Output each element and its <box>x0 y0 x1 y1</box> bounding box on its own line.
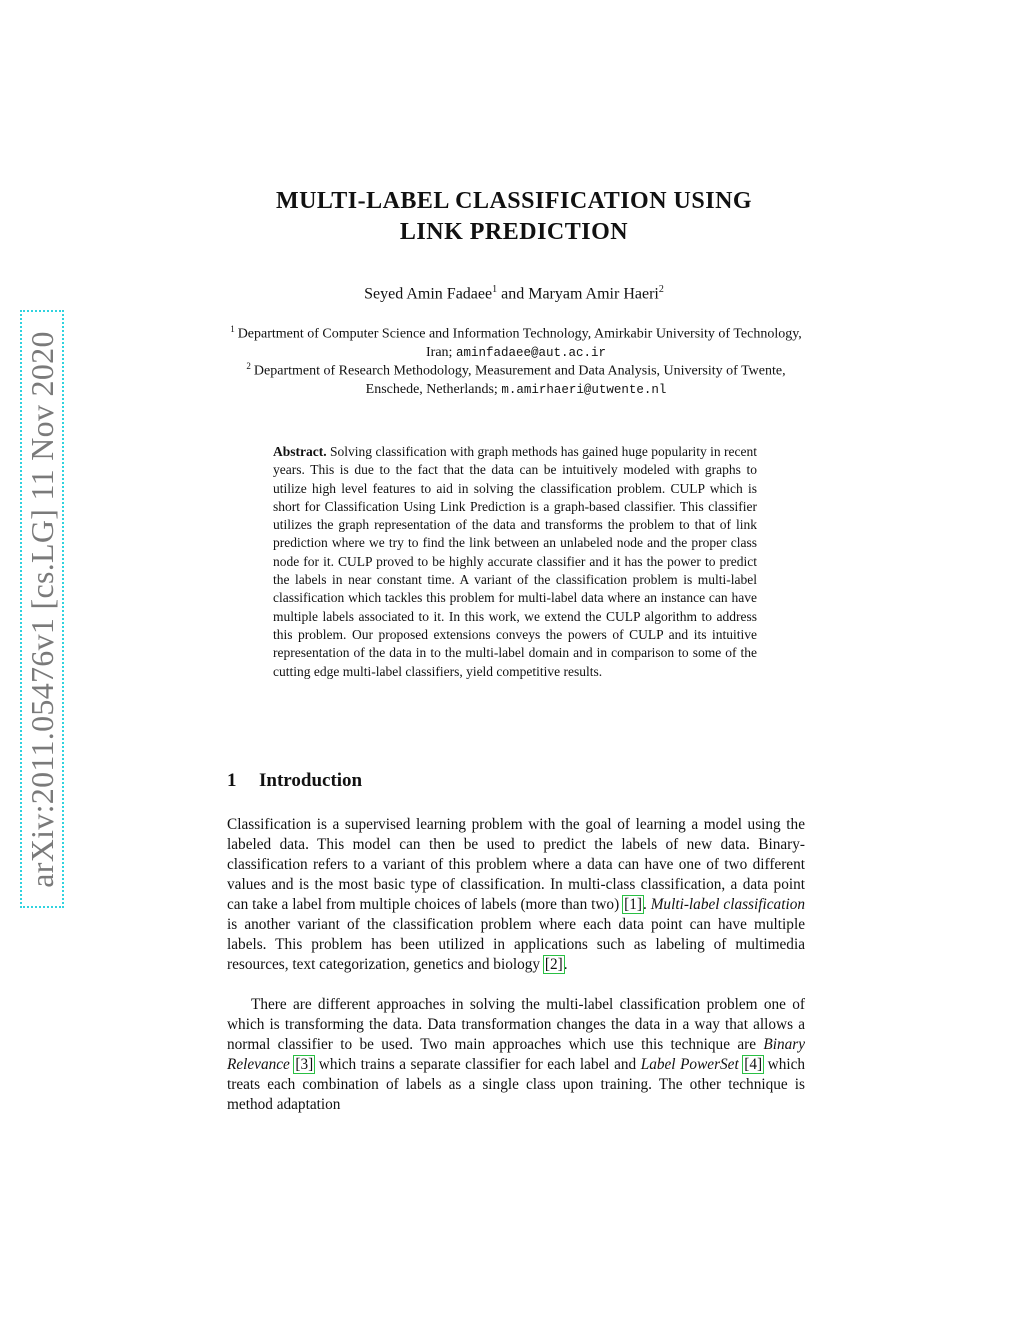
para1-text-3: is another variant of the classification problem where each data point can have multiple labels. This problem has been utilized in applications such as labeling of multimedia resources, text categorization, genetics and biology <box>227 916 805 973</box>
arxiv-stamp-text: arXiv:2011.05476v1 [cs.LG] 11 Nov 2020 <box>23 330 60 888</box>
para1-text-4: . <box>563 956 568 973</box>
section-heading <box>227 770 362 792</box>
para2-text-1: There are different approaches in solving the multi-label classification problem one of which is transforming the data. Data transformation changes the data in a way that allows a normal classifier to be used. Two main approaches which use this technique are <box>227 996 805 1053</box>
para1-text-1: Classification is a supervised learning problem with the goal of learning a model using the labeled data. This model can then be used to predict the labels of new data. Binary-classification refers to a variant of this problem where a data can have one of two different values and is the most basic type of classification. In multi-class classification, a data point can take a label from multiple choices of labels (more than two) <box>227 816 805 913</box>
arxiv-stamp <box>20 310 64 908</box>
affiliation-1-number: 1 <box>230 324 235 334</box>
citation-1[interactable]: [1] <box>624 896 642 913</box>
author-2-affil-mark: 2 <box>658 284 664 295</box>
citation-4[interactable]: [4] <box>744 1056 763 1073</box>
title-line-1: MULTI-LABEL CLASSIFICATION USING <box>275 188 753 214</box>
author-list <box>200 284 828 303</box>
affiliation-1-text: Department of Computer Science and Information Technology, Amirkabir University of Technology, Iran; <box>237 326 802 360</box>
affiliation-2-text: Department of Research Methodology, Measurement and Data Analysis, University of Twente, Enschede, Netherlands; <box>253 363 786 397</box>
affiliation-1 <box>226 320 806 362</box>
para2-text-3: which trains a separate classifier for each label and <box>314 1056 641 1073</box>
abstract-label: Abstract. <box>273 444 327 459</box>
affiliation-2-email[interactable]: m.amirhaeri@utwente.nl <box>501 382 667 397</box>
citation-2[interactable]: [2] <box>544 956 563 973</box>
author-1-affil-mark: 1 <box>492 284 498 295</box>
para1-emphasis: Multi-label classification <box>650 896 805 913</box>
paper-title <box>200 186 828 248</box>
paragraph-1 <box>227 815 805 975</box>
affiliation-1-email[interactable]: aminfadaee@aut.ac.ir <box>455 345 606 360</box>
author-conjunction: and <box>497 285 529 303</box>
para2-emphasis-1: Binary Relevance <box>227 1036 805 1073</box>
author-1: Seyed Amin Fadaee <box>364 285 493 303</box>
citation-3[interactable]: [3] <box>295 1056 314 1073</box>
section-title: Introduction <box>259 770 363 791</box>
para2-emphasis-2: Label PowerSet <box>640 1056 739 1073</box>
abstract-text: Solving classification with graph methods has gained huge popularity in recent years. This is due to the fact that the data can be intuitively modeled with graphs to utilize high level features to aid in solving the classification problem. CULP which is short for Classification Using Link Prediction is a graph-based classifier. This classifier utilizes the graph representation of the data and transforms the problem to that of link prediction where we try to find the link between an unlabeled node and the proper class node for it. CULP proved to be highly accurate classifier and it has the power to predict the labels in near constant time. A variant of the classification problem is multi-label classification which tackles this problem for multi-label data where an instance can have multiple labels associated to it. In this work, we extend the CULP algorithm to address this problem. Our proposed extensions conveys the powers of CULP and its intuitive representation of the data in to the multi-label domain and in comparison to some of the cutting edge multi-label classifiers, yield competitive results. <box>273 444 757 679</box>
para2-text-5: which treats each combination of labels as a single class upon training. The other technique is method adaptation <box>227 1056 806 1113</box>
affiliation-2-number: 2 <box>246 361 251 371</box>
para1-text-2: . <box>642 896 651 913</box>
abstract <box>273 443 757 681</box>
section-number: 1 <box>227 770 237 791</box>
title-line-2: LINK PREDICTION <box>399 219 629 245</box>
author-2: Maryam Amir Haeri <box>528 285 659 303</box>
affiliation-2 <box>226 357 806 399</box>
paragraph-2 <box>227 995 805 1115</box>
